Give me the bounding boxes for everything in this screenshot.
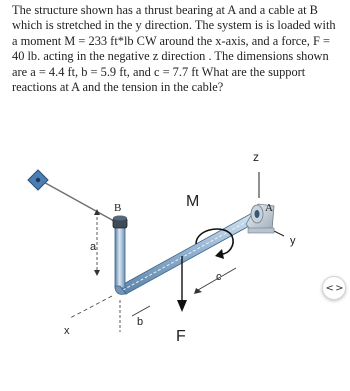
problem-text: The structure shown has a thrust bearing at A and a cable at B which is stretched in the y direction. The system is is loaded with a moment M = 233 ft*lb CW around the x-axis, and a force, F = 40 lb. acting in the negative z direction . The dimensions shown are a = 4.4 ft, b = 5.9 ft, and c = 7.7 ft What are the support reactions at A and the tension in the cable?	[12, 3, 336, 95]
dimension-c-label: c	[216, 271, 222, 283]
z-axis-label: z	[253, 150, 259, 164]
rod-vertical	[115, 224, 125, 288]
x-axis-line	[70, 296, 112, 318]
dimension-a-label: a	[90, 241, 97, 253]
cable	[40, 180, 114, 221]
y-axis-label: y	[290, 235, 296, 247]
point-b-label: B	[114, 202, 122, 214]
moment-label: M	[186, 193, 200, 210]
point-a-label: A	[265, 202, 273, 214]
structure-diagram	[0, 120, 350, 391]
force-label: F	[176, 328, 186, 345]
chevron-left-right-icon[interactable]: < >	[322, 276, 346, 300]
dimension-b-label: b	[137, 316, 144, 328]
x-axis-label: x	[64, 325, 70, 337]
